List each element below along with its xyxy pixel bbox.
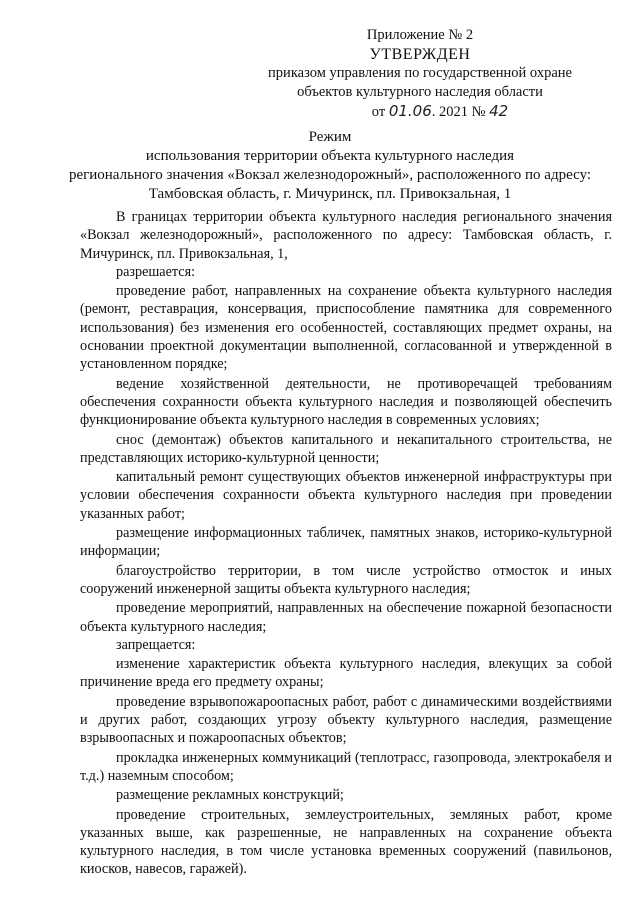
handwritten-date: 01.06 xyxy=(388,102,432,120)
prohibited-heading: запрещается: xyxy=(116,636,196,653)
appendix-label: Приложение № 2 xyxy=(366,27,474,43)
allowed-item: снос (демонтаж) объектов капитального и некапитального строительства, не представляющих историко-культурной ценности; xyxy=(80,431,612,466)
prohibited-item: изменение характеристик объекта культурного наследия, влекущих за собой причинение вреда его предмету охраны; xyxy=(80,656,612,691)
intro-paragraph: В границах территории объекта культурного наследия регионального значения «Вокзал железнодорожный», расположенного по адресу: Тамбовская область, г. Мичуринск, пл. Привокзальная, 1, xyxy=(80,209,612,262)
allowed-item: ведение хозяйственной деятельности, не противоречащей требованиям обеспечения сохранности объекта культурного наследия и позволяющей обеспечить функционирование объекта культурного наследия в современных условиях; xyxy=(80,375,612,429)
allowed-item: капитальный ремонт существующих объектов инженерной инфраструктуры при условии обеспечения сохранности объекта культурного наследия при проведении указанных работ; xyxy=(80,469,612,522)
allowed-item: благоустройство территории, в том числе устройство отмосток и иных сооружений инженерной защиты объекта культурного наследия; xyxy=(80,562,612,597)
approval-header xyxy=(250,26,590,122)
prohibited-item: проведение взрывопожароопасных работ, работ с динамическими воздействиями и других работ, создающих угрозу объекту культурного наследия, размещение взрывоопасных и пожароопасных объектов; xyxy=(80,693,612,747)
approved-label: УТВЕРЖДЕН xyxy=(369,46,471,63)
document-body xyxy=(80,208,612,879)
date-prefix: от xyxy=(371,104,386,120)
prohibited-item: размещение рекламных конструкций; xyxy=(116,787,344,804)
title-line-2: использования территории объекта культурного наследия xyxy=(145,148,515,164)
document-title xyxy=(60,128,600,204)
allowed-item: размещение информационных табличек, памятных знаков, историко-культурной информации; xyxy=(80,525,612,560)
date-year: . 2021 № xyxy=(431,104,486,120)
title-line-3: регионального значения «Вокзал железнодорожный», расположенного по адресу: xyxy=(68,167,592,183)
title-line-1: Режим xyxy=(308,129,352,145)
prohibited-item: прокладка инженерных коммуникаций (теплотрасс, газопровода, электрокабеля и т.д.) наземным способом; xyxy=(80,749,612,784)
allowed-heading: разрешается: xyxy=(116,263,196,280)
order-date-line xyxy=(250,102,590,122)
allowed-item: проведение мероприятий, направленных на обеспечение пожарной безопасности объекта культурного наследия; xyxy=(80,600,612,635)
order-line-2: объектов культурного наследия области xyxy=(297,84,543,100)
handwritten-order-number: 42 xyxy=(489,102,509,120)
allowed-item: проведение работ, направленных на сохранение объекта культурного наследия (ремонт, реставрация, консервация, приспособление памятника для современного использования) без изменения его особенностей, составляющих предмет охраны, на основании проектной документации выполненной, согласованной и утвержденной в установленном порядке; xyxy=(80,283,612,373)
order-line-1: приказом управления по государственной охране xyxy=(268,65,572,81)
title-line-4: Тамбовская область, г. Мичуринск, пл. Привокзальная, 1 xyxy=(148,186,512,202)
prohibited-item: проведение строительных, землеустроительных, земляных работ, кроме указанных выше, как разрешенные, не направленных на сохранение объекта культурного наследия, в том числе установка временных сооружений (павильонов, киосков, навесов, гаражей). xyxy=(80,806,612,878)
